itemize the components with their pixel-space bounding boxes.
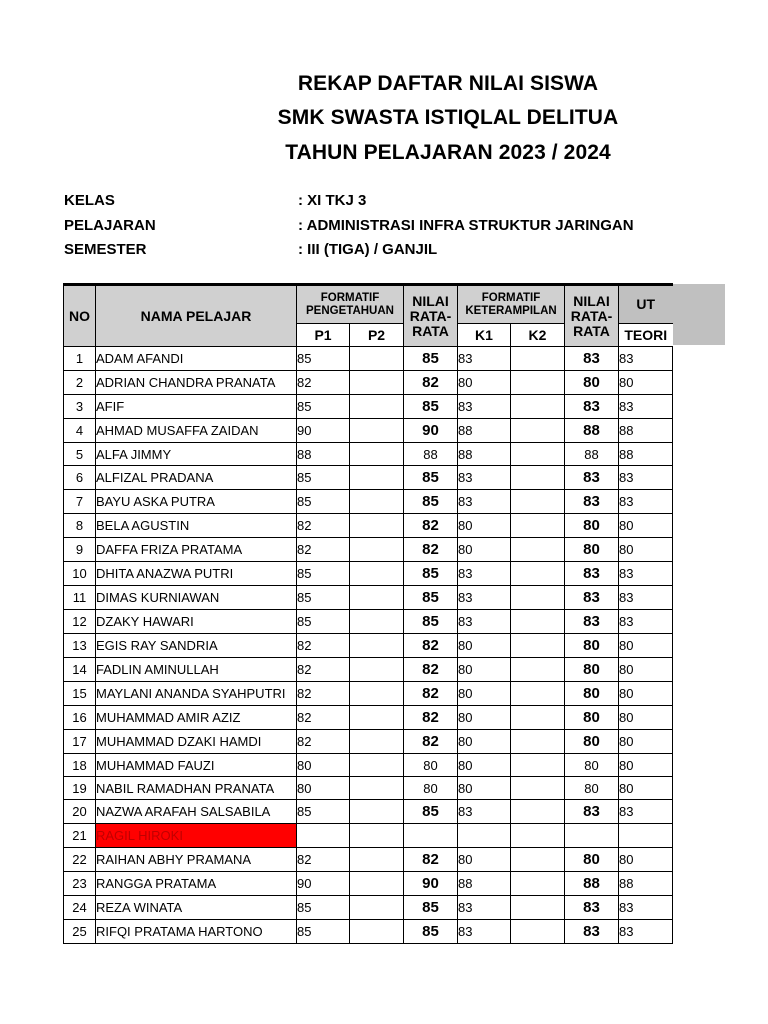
table-row [64,824,673,848]
row-k1: 88 [458,443,511,466]
row-p1: 82 [297,371,350,395]
row-nilai-rata-k: 80 [565,706,619,730]
row-nilai-rata-p: 90 [404,419,458,443]
row-no: 25 [64,920,96,944]
row-p1: 82 [297,706,350,730]
row-nama: AHMAD MUSAFFA ZAIDAN [96,419,297,443]
row-p2 [350,347,404,371]
table-row [64,466,673,490]
row-k1: 80 [458,848,511,872]
row-nilai-rata-p: 90 [404,872,458,896]
row-k2 [511,419,565,443]
school-name: SMK SWASTA ISTIQLAL DELITUA [277,106,619,129]
row-p1: 82 [297,658,350,682]
row-nilai-rata-k: 83 [565,896,619,920]
row-p2 [350,872,404,896]
row-no: 21 [64,824,96,848]
row-teori: 88 [619,443,673,466]
row-nama: DZAKY HAWARI [96,610,297,634]
table-row [64,371,673,395]
row-teori: 83 [619,562,673,586]
row-teori: 83 [619,395,673,419]
row-no: 17 [64,730,96,754]
row-k2 [511,658,565,682]
header-nama: NAMA PELAJAR [96,285,297,347]
row-nama: DAFFA FRIZA PRATAMA [96,538,297,562]
header-nilai-k-line2: RATA- [570,307,613,324]
row-nilai-rata-p: 85 [404,920,458,944]
row-k1: 83 [458,586,511,610]
row-k1: 80 [458,371,511,395]
table-row [64,610,673,634]
row-nilai-rata-k: 83 [565,490,619,514]
row-k2 [511,371,565,395]
grades-table-body [64,347,673,944]
row-k1: 80 [458,538,511,562]
row-nama: REZA WINATA [96,896,297,920]
row-teori: 83 [619,490,673,514]
row-nama: ALFA JIMMY [96,443,297,466]
row-p1: 85 [297,896,350,920]
table-row [64,538,673,562]
row-teori: 80 [619,371,673,395]
row-k1: 80 [458,706,511,730]
table-row [64,848,673,872]
row-p2 [350,490,404,514]
row-p2 [350,754,404,777]
row-k1: 83 [458,800,511,824]
header-formatif-pengetahuan [297,285,404,324]
row-p2 [350,896,404,920]
row-k1: 88 [458,872,511,896]
row-nama: RAGIL HIROKI [96,824,297,848]
row-nilai-rata-k: 83 [565,586,619,610]
row-nilai-rata-p: 82 [404,682,458,706]
table-row [64,706,673,730]
row-nama: MUHAMMAD DZAKI HAMDI [96,730,297,754]
row-k2 [511,824,565,848]
row-p1: 88 [297,443,350,466]
row-p2 [350,706,404,730]
table-row [64,419,673,443]
row-k2 [511,800,565,824]
row-nilai-rata-p: 85 [404,610,458,634]
header-k1: K1 [458,324,511,347]
table-row [64,562,673,586]
header-formatif-p-line2: PENGETAHUAN [306,304,394,317]
row-nama: EGIS RAY SANDRIA [96,634,297,658]
row-k2 [511,896,565,920]
row-nilai-rata-p: 85 [404,896,458,920]
row-nilai-rata-p: 85 [404,562,458,586]
row-nilai-rata-p: 82 [404,371,458,395]
row-teori: 83 [619,610,673,634]
header-formatif-p-line1: FORMATIF [320,291,380,304]
row-k1: 83 [458,395,511,419]
row-p1: 85 [297,466,350,490]
grades-table [63,283,673,944]
row-p1: 80 [297,777,350,800]
row-nama: RANGGA PRATAMA [96,872,297,896]
row-p1: 85 [297,610,350,634]
header-p2: P2 [350,324,404,347]
row-teori: 80 [619,658,673,682]
row-k1: 80 [458,634,511,658]
row-nilai-rata-k: 80 [565,754,619,777]
row-k2 [511,848,565,872]
row-p1 [297,824,350,848]
row-nilai-rata-k: 80 [565,371,619,395]
row-no: 16 [64,706,96,730]
row-nilai-rata-k: 83 [565,920,619,944]
row-teori: 83 [619,800,673,824]
row-p2 [350,610,404,634]
header-nilai-k-line3: RATA [573,322,610,339]
row-no: 2 [64,371,96,395]
row-p1: 90 [297,419,350,443]
row-nama: MUHAMMAD AMIR AZIZ [96,706,297,730]
table-row [64,443,673,466]
row-teori: 83 [619,920,673,944]
row-k2 [511,347,565,371]
row-k2 [511,634,565,658]
row-k1: 88 [458,419,511,443]
row-nilai-rata-k: 83 [565,610,619,634]
header-nilai-rata-k [565,285,619,347]
row-nilai-rata-k: 80 [565,658,619,682]
row-no: 23 [64,872,96,896]
row-p2 [350,682,404,706]
row-k2 [511,730,565,754]
table-row [64,920,673,944]
row-p1: 85 [297,562,350,586]
row-nilai-rata-p: 88 [404,443,458,466]
row-k1: 83 [458,490,511,514]
row-p1: 85 [297,586,350,610]
row-nama: DHITA ANAZWA PUTRI [96,562,297,586]
academic-year: TAHUN PELAJARAN 2023 / 2024 [285,141,611,164]
row-nilai-rata-p: 85 [404,586,458,610]
table-row [64,658,673,682]
row-nilai-rata-p: 85 [404,466,458,490]
row-k1: 80 [458,658,511,682]
header-nilai-line2: RATA- [409,307,452,324]
row-no: 4 [64,419,96,443]
row-p2 [350,848,404,872]
row-p1: 82 [297,634,350,658]
row-p1: 80 [297,754,350,777]
ut-header-overflow [672,284,725,345]
row-p1: 85 [297,490,350,514]
row-teori: 80 [619,777,673,800]
row-k2 [511,754,565,777]
row-teori: 80 [619,634,673,658]
row-nama: ADAM AFANDI [96,347,297,371]
row-nama: AFIF [96,395,297,419]
row-nama: NABIL RAMADHAN PRANATA [96,777,297,800]
row-nilai-rata-p: 82 [404,538,458,562]
row-nilai-rata-k: 80 [565,514,619,538]
row-k2 [511,920,565,944]
row-p2 [350,730,404,754]
row-p1: 82 [297,730,350,754]
row-nama: ALFIZAL PRADANA [96,466,297,490]
row-nilai-rata-p: 82 [404,730,458,754]
row-nilai-rata-k: 80 [565,848,619,872]
row-teori: 80 [619,682,673,706]
row-nilai-rata-k: 80 [565,634,619,658]
row-nilai-rata-k: 80 [565,730,619,754]
header-no: NO [64,285,96,347]
row-nilai-rata-p: 82 [404,658,458,682]
table-row [64,730,673,754]
row-teori [619,824,673,848]
row-teori: 88 [619,872,673,896]
row-nilai-rata-k: 83 [565,395,619,419]
row-nilai-rata-k: 83 [565,347,619,371]
row-teori: 80 [619,730,673,754]
table-row [64,514,673,538]
header-formatif-k-line2: KETERAMPILAN [465,304,557,317]
kelas-value: : XI TKJ 3 [298,192,367,209]
row-nilai-rata-p: 82 [404,514,458,538]
table-row [64,634,673,658]
row-p2 [350,800,404,824]
row-k1: 80 [458,682,511,706]
row-no: 13 [64,634,96,658]
header-nilai-line1: NILAI [412,292,449,309]
row-teori: 80 [619,706,673,730]
row-no: 15 [64,682,96,706]
row-p1: 90 [297,872,350,896]
row-k2 [511,682,565,706]
table-row [64,800,673,824]
row-no: 10 [64,562,96,586]
row-nama: RAIHAN ABHY PRAMANA [96,848,297,872]
header-teori: TEORI [619,324,673,347]
row-teori: 83 [619,586,673,610]
row-p1: 82 [297,514,350,538]
row-k2 [511,538,565,562]
row-no: 1 [64,347,96,371]
row-p2 [350,466,404,490]
row-k2 [511,610,565,634]
row-nama: ADRIAN CHANDRA PRANATA [96,371,297,395]
row-k2 [511,872,565,896]
row-p1: 85 [297,395,350,419]
row-nilai-rata-p: 85 [404,800,458,824]
row-p1: 85 [297,920,350,944]
row-k2 [511,586,565,610]
row-k1: 83 [458,466,511,490]
row-p1: 82 [297,538,350,562]
row-p1: 82 [297,682,350,706]
header-ut: UT [619,285,673,324]
document-title: REKAP DAFTAR NILAI SISWA [297,72,599,95]
row-teori: 80 [619,848,673,872]
row-no: 7 [64,490,96,514]
row-nilai-rata-p [404,824,458,848]
row-no: 6 [64,466,96,490]
row-nama: FADLIN AMINULLAH [96,658,297,682]
row-k2 [511,777,565,800]
row-no: 20 [64,800,96,824]
row-no: 9 [64,538,96,562]
row-p2 [350,824,404,848]
row-p2 [350,443,404,466]
row-nilai-rata-p: 82 [404,848,458,872]
table-row [64,682,673,706]
row-nama: DIMAS KURNIAWAN [96,586,297,610]
row-k2 [511,562,565,586]
table-row [64,347,673,371]
row-nama: NAZWA ARAFAH SALSABILA [96,800,297,824]
row-k1: 80 [458,730,511,754]
row-p2 [350,634,404,658]
table-row [64,395,673,419]
row-nilai-rata-k [565,824,619,848]
row-no: 8 [64,514,96,538]
row-nilai-rata-k: 80 [565,538,619,562]
row-k2 [511,490,565,514]
table-row [64,586,673,610]
row-nilai-rata-p: 85 [404,395,458,419]
table-row [64,872,673,896]
row-teori: 80 [619,514,673,538]
row-nama: BELA AGUSTIN [96,514,297,538]
row-p2 [350,920,404,944]
row-nilai-rata-k: 83 [565,800,619,824]
row-no: 5 [64,443,96,466]
row-k1: 80 [458,514,511,538]
row-nama: RIFQI PRATAMA HARTONO [96,920,297,944]
row-k1: 83 [458,347,511,371]
row-teori: 88 [619,419,673,443]
row-k1: 83 [458,920,511,944]
row-teori: 80 [619,754,673,777]
row-p2 [350,538,404,562]
row-nama: MUHAMMAD FAUZI [96,754,297,777]
row-nilai-rata-p: 85 [404,347,458,371]
row-nilai-rata-p: 82 [404,706,458,730]
table-row [64,490,673,514]
row-nilai-rata-k: 80 [565,682,619,706]
row-p2 [350,586,404,610]
row-no: 24 [64,896,96,920]
row-nilai-rata-k: 88 [565,872,619,896]
row-k1: 80 [458,754,511,777]
pelajaran-label: PELAJARAN [64,217,156,234]
kelas-label: KELAS [64,192,115,209]
row-k1: 83 [458,610,511,634]
row-k2 [511,706,565,730]
header-nilai-line3: RATA [412,322,449,339]
row-p1: 82 [297,848,350,872]
row-no: 14 [64,658,96,682]
header-nilai-rata-p [404,285,458,347]
row-p2 [350,371,404,395]
row-nilai-rata-k: 88 [565,443,619,466]
row-nilai-rata-p: 80 [404,754,458,777]
row-k2 [511,395,565,419]
row-p1: 85 [297,347,350,371]
row-nama: BAYU ASKA PUTRA [96,490,297,514]
row-k1: 83 [458,896,511,920]
row-no: 3 [64,395,96,419]
table-row [64,896,673,920]
row-k1: 83 [458,562,511,586]
row-no: 11 [64,586,96,610]
row-nilai-rata-k: 88 [565,419,619,443]
semester-label: SEMESTER [64,241,147,258]
semester-value: : III (TIGA) / GANJIL [298,241,438,258]
row-k1: 80 [458,777,511,800]
row-p1: 85 [297,800,350,824]
row-nama: MAYLANI ANANDA SYAHPUTRI [96,682,297,706]
row-nilai-rata-k: 83 [565,562,619,586]
row-p2 [350,395,404,419]
row-k1 [458,824,511,848]
row-k2 [511,443,565,466]
row-no: 12 [64,610,96,634]
header-k2: K2 [511,324,565,347]
table-row [64,777,673,800]
row-nilai-rata-k: 80 [565,777,619,800]
row-p2 [350,419,404,443]
row-p2 [350,514,404,538]
table-row [64,754,673,777]
row-k2 [511,466,565,490]
header-nilai-k-line1: NILAI [573,292,610,309]
row-nilai-rata-p: 82 [404,634,458,658]
header-formatif-keterampilan [458,285,565,324]
row-nilai-rata-p: 85 [404,490,458,514]
row-no: 19 [64,777,96,800]
pelajaran-value: : ADMINISTRASI INFRA STRUKTUR JARINGAN [298,217,634,234]
row-teori: 83 [619,466,673,490]
row-no: 22 [64,848,96,872]
row-teori: 80 [619,538,673,562]
row-k2 [511,514,565,538]
row-nilai-rata-k: 83 [565,466,619,490]
row-p2 [350,562,404,586]
row-p2 [350,777,404,800]
header-formatif-k-line1: FORMATIF [481,291,541,304]
row-nilai-rata-p: 80 [404,777,458,800]
row-teori: 83 [619,896,673,920]
row-teori: 83 [619,347,673,371]
row-no: 18 [64,754,96,777]
header-p1: P1 [297,324,350,347]
row-p2 [350,658,404,682]
